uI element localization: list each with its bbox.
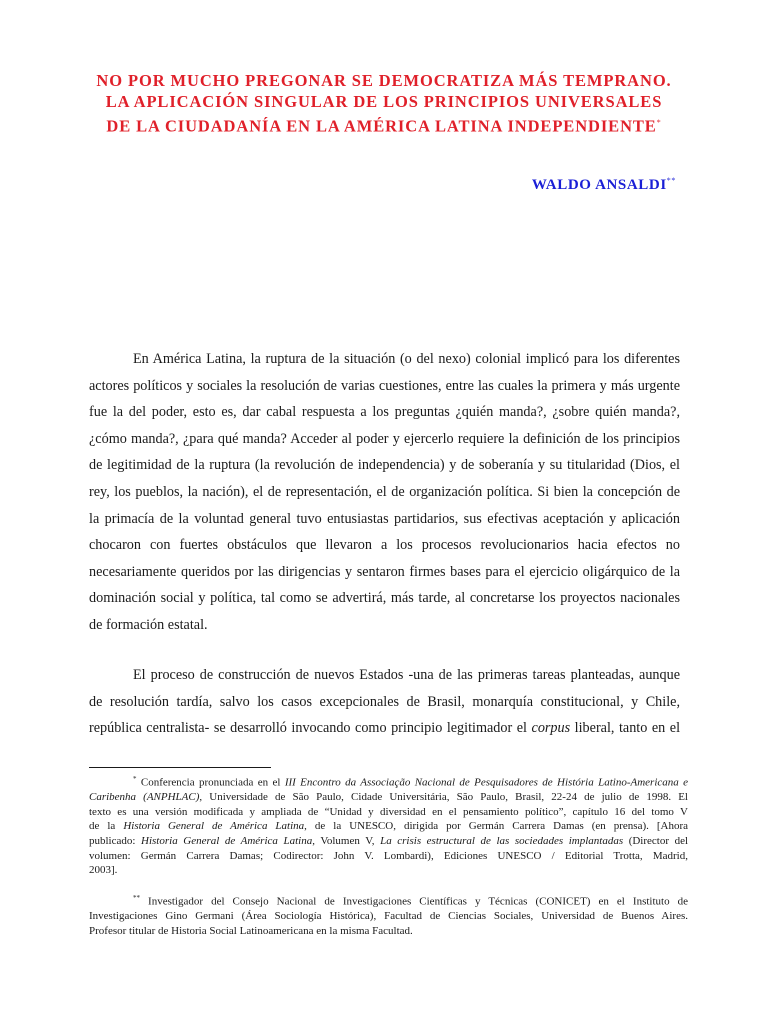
paragraph-line: dominación social y política, tal como se advertirá, más tarde, al concretarse los proyectos nacionales — [89, 590, 680, 607]
author-footnote-mark: ** — [666, 176, 676, 185]
footnote-line: Profesor titular de Historia Social Latinoamericana en la misma Facultad. — [89, 924, 413, 937]
paragraph-line: ¿cómo manda?, ¿para qué manda? Acceder al poder y ejercerlo requiere la definición de los principios — [89, 430, 680, 447]
paragraph-line: de resolución tardía, salvo los casos excepcionales de Brasil, monarquía constitucional, y Chile, — [89, 693, 680, 710]
paragraph-line: república centralista- se desarrolló invocando como principio legitimador el corpus liberal, tanto en el — [89, 720, 681, 737]
footnote-line: volumen: Germán Carrera Damas; Codirector: John V. Lombardi), Ediciones UNESCO / Editorial Trotta, Madrid, — [89, 849, 688, 862]
paragraph-line: En América Latina, la ruptura de la situación (o del nexo) colonial implicó para los diferentes — [133, 351, 680, 367]
paragraph-line: El proceso de construcción de nuevos Estados -una de las primeras tareas planteadas, aunque — [133, 667, 680, 683]
footnote-line: 2003]. — [89, 864, 118, 877]
paragraph-line: chocaron con fuertes obstáculos que llevaron a los procesos revolucionarios hacia efectos no — [89, 537, 680, 554]
title-line-1: NO POR MUCHO PREGONAR SE DEMOCRATIZA MÁS TEMPRANO. — [96, 71, 672, 90]
footnote-separator — [89, 767, 271, 768]
footnote-line: texto es una versión modificada y ampliada de “Unidad y diversidad en el pensamiento político”, capítulo 16 del tomo V — [89, 805, 688, 818]
footnote-line: publicado: Historia General de América Latina, Volumen V, La crisis estructural de las sociedades implantadas (Director del — [89, 835, 689, 848]
title-footnote-mark: * — [656, 118, 662, 127]
footnote-line: Investigaciones Gino Germani (Área Sociología Histórica), Facultad de Ciencias Sociales, Universidad de Buenos Aires. — [89, 910, 688, 923]
document-title — [60, 70, 708, 137]
body-paragraph-2 — [89, 662, 680, 742]
footnote-line: Caribenha (ANPHLAC), Universidade de São Paulo, Cidade Universitária, São Paulo, Brasil, 22-24 de julio de 1998. El — [89, 791, 688, 804]
footnote-mark: ** — [133, 894, 140, 902]
paragraph-line: rey, los pueblos, la nación), el de representación, el de organización política. Si bien la concepción de — [89, 483, 680, 500]
paragraph-line: fue la del poder, esto es, dar cabal respuesta a los preguntas ¿quién manda?, ¿sobre quién manda?, — [89, 404, 680, 421]
paragraph-line: actores políticos y sociales la resolución de varias cuestiones, entre las cuales la primera y más urgente — [89, 377, 680, 394]
title-line-3: DE LA CIUDADANÍA EN LA AMÉRICA LATINA INDEPENDIENTE* — [106, 116, 662, 136]
italic-term: corpus — [531, 720, 571, 737]
footnote-mark: * — [133, 775, 137, 783]
author-name: WALDO ANSALDI** — [531, 176, 676, 193]
footnote-1 — [89, 772, 688, 878]
body-paragraph-1 — [89, 346, 680, 639]
paragraph-line: necesariamente queridos por las dirigencias y sentaron firmes bases para el ejercicio oligárquico de la — [89, 563, 680, 580]
footnote-line: * Conferencia pronunciada en el III Encontro da Associação Nacional de Pesquisadores de História Latino-Americana e — [133, 775, 689, 789]
footnote-2 — [89, 891, 688, 938]
paragraph-line: la primacía de la voluntad general tuvo entusiastas partidarios, sus efectivas aceptación y aplicación — [89, 510, 680, 527]
title-line-2: LA APLICACIÓN SINGULAR DE LOS PRINCIPIOS UNIVERSALES — [105, 92, 663, 111]
footnote-line: de la Historia General de América Latina, de la UNESCO, dirigida por Germán Carrera Damas (en prensa). [Ahora — [89, 820, 689, 833]
paragraph-line: de legitimidad de la ruptura (la revolución de independencia) y de soberanía y su titularidad (Dios, el — [89, 457, 680, 474]
paragraph-line: de formación estatal. — [89, 616, 208, 633]
footnote-line: ** Investigador del Consejo Nacional de Investigaciones Científicas y Técnicas (CONICET) en el Instituto de — [133, 894, 688, 908]
